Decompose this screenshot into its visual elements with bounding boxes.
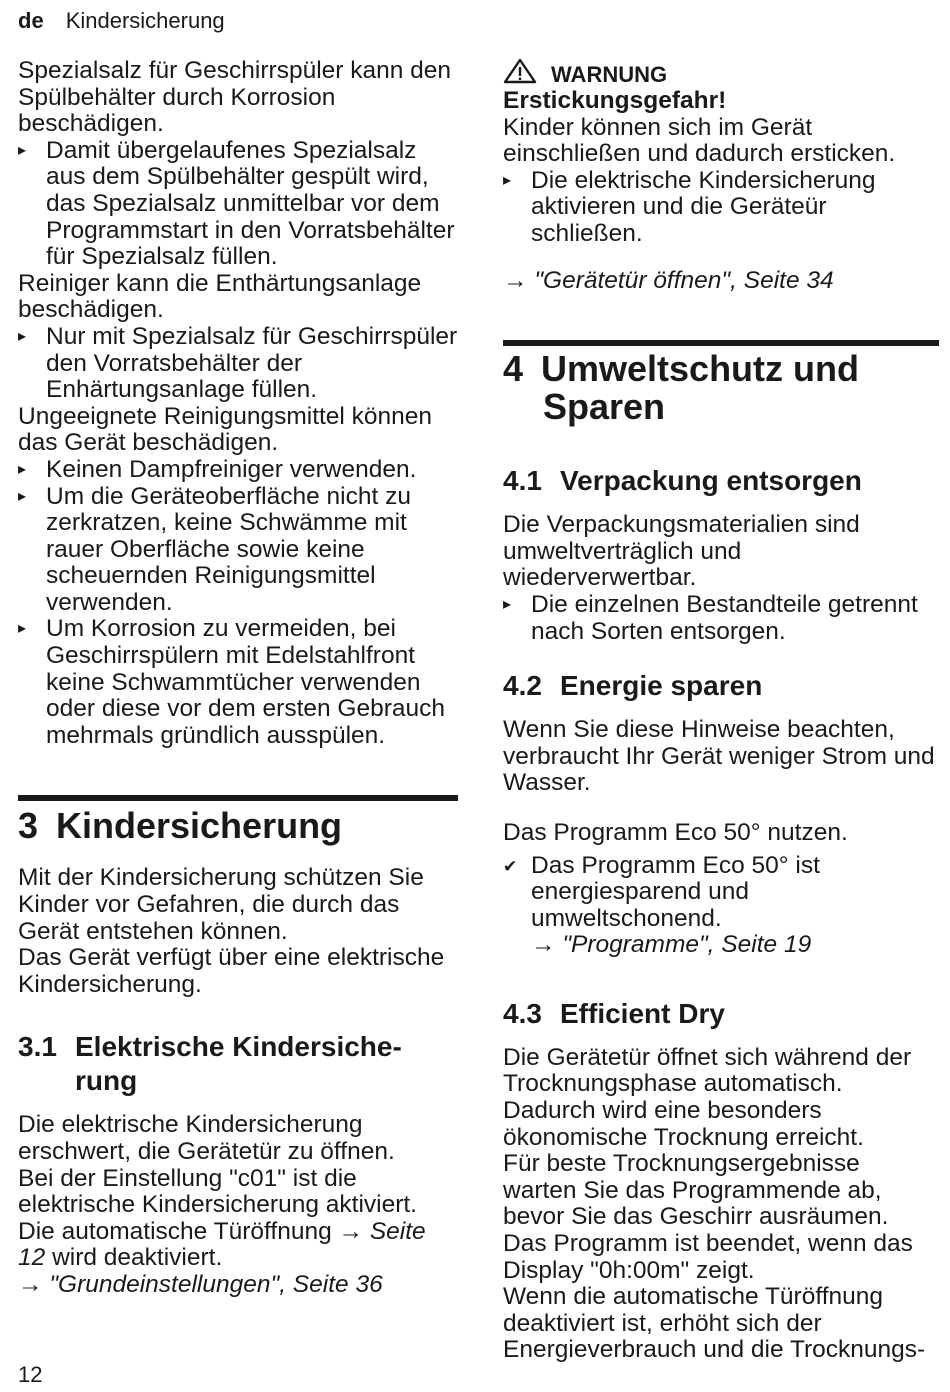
subsection-title: Verpackung entsorgen	[560, 465, 862, 497]
warning-header	[503, 58, 939, 88]
section-title-line1: Umweltschutz und	[541, 348, 860, 390]
paragraph: Die Verpackungsmaterialien sind umweltverträglich und wiederverwertbar.	[503, 511, 860, 592]
paragraph: Die elektrische Kindersicherung erschwert, die Gerätetür zu öffnen.	[18, 1111, 395, 1165]
section-title-line2: Sparen	[543, 386, 666, 428]
language-code: de	[18, 8, 44, 33]
warning-text: Kinder können sich im Gerät einschließen und dadurch ersticken.	[503, 113, 896, 168]
subsection-heading-3-1	[18, 1030, 458, 1098]
subsection-title-line2: rung	[75, 1065, 138, 1097]
cross-reference-link[interactable]	[503, 268, 939, 295]
page-number: 12	[18, 1362, 43, 1387]
arrow-icon: →	[503, 266, 528, 294]
cross-reference-text: Seite 12	[18, 1217, 426, 1272]
paragraph-text: wird deaktiviert.	[52, 1244, 223, 1272]
paragraph: Das Programm ist beendet, wenn das Display "0h:00m" zeigt.	[503, 1230, 913, 1284]
bullet-item: ▸ Damit übergelaufenes Spezialsalz aus dem Spülbehälter gespült wird, das Spezialsalz unmittelbar vor dem Programmstart in den Vorratsbehälter für Spezialsalz füllen.	[18, 138, 458, 271]
section-rule	[18, 795, 458, 801]
result-item	[503, 853, 939, 959]
paragraph: Wenn die automatische Türöffnung deaktiviert ist, erhöht sich der Energieverbrauch und die Trocknungs-	[503, 1283, 926, 1364]
bullet-item: ▸ Die einzelnen Bestandteile getrennt nach Sorten entsorgen.	[503, 592, 939, 645]
warning-triangle-icon	[503, 58, 537, 84]
header-section: Kindersicherung	[65, 8, 225, 33]
cross-reference-text: "Grundeinstellungen", Seite 36	[49, 1270, 383, 1298]
subsection-number: 4.3	[503, 997, 542, 1029]
paragraph: Ungeeignete Reinigungsmittel können das Gerät beschädigen.	[18, 402, 433, 457]
paragraph: Das Gerät verfügt über eine elektrische Kindersicherung.	[18, 944, 445, 998]
bullet-item: ▸ Die elektrische Kindersicherung aktivieren und die Geräteür schließen.	[503, 168, 939, 248]
paragraph: Reiniger kann die Enthärtungsanlage beschädigen.	[18, 269, 422, 324]
arrow-icon: →	[338, 1217, 364, 1245]
section-rule	[503, 340, 939, 346]
page-header	[18, 8, 225, 34]
left-column	[18, 58, 458, 1299]
cross-reference-text: "Programme", Seite 19	[562, 931, 812, 959]
cross-reference-link[interactable]	[18, 1272, 458, 1299]
section-title: Kindersicherung	[56, 805, 343, 847]
paragraph: Das Programm Eco 50° nutzen.	[503, 818, 848, 846]
subsection-heading-4-3	[503, 997, 939, 1031]
paragraph: Spezialsalz für Geschirrspüler kann den Spülbehälter durch Korrosion beschädigen.	[18, 57, 452, 138]
subsection-heading-4-2	[503, 669, 939, 703]
bullet-item: ▸ Nur mit Spezialsalz für Geschirrspüler den Vorratsbehälter der Enhärtungsanlage füllen.	[18, 324, 458, 404]
paragraph: Mit der Kindersicherung schützen Sie Kinder vor Gefahren, die durch das Gerät entstehen können.	[18, 864, 424, 945]
arrow-icon: →	[18, 1270, 43, 1298]
cross-reference-text: "Gerätetür öffnen", Seite 34	[534, 266, 834, 294]
subsection-title: Efficient Dry	[560, 997, 725, 1029]
section-heading-3	[18, 807, 458, 845]
subsection-number: 4.2	[503, 670, 542, 702]
paragraph: Für beste Trocknungsergebnisse warten Sie das Programmende ab, bevor Sie das Geschirr ausräumen.	[503, 1150, 889, 1231]
warning-label: WARNUNG	[551, 62, 668, 87]
bullet-item: ▸ Um die Geräteoberfläche nicht zu zerkratzen, keine Schwämme mit rauer Oberfläche sowie keine scheuernden Reinigungsmittel verwenden.	[18, 484, 458, 617]
arrow-icon: →	[531, 931, 556, 959]
paragraph: Wenn Sie diese Hinweise beachten, verbraucht Ihr Gerät weniger Strom und Wasser.	[503, 716, 935, 797]
right-column	[503, 58, 939, 1364]
subsection-number: 4.1	[503, 465, 542, 497]
paragraph	[18, 1166, 458, 1272]
warning-title: Erstickungsgefahr!	[503, 87, 727, 114]
section-heading-4	[503, 350, 939, 426]
bullet-item: ▸ Um Korrosion zu vermeiden, bei Geschirrspülern mit Edelstahlfront keine Schwammtücher verwenden oder diese vor dem ersten Gebrauch mehrmals gründlich ausspülen.	[18, 616, 458, 749]
paragraph: Die Gerätetür öffnet sich während der Trocknungsphase automatisch. Dadurch wird eine besonders ökonomische Trocknung erreicht.	[503, 1043, 912, 1151]
section-number: 4	[503, 348, 524, 390]
bullet-item: ▸ Keinen Dampfreiniger verwenden.	[18, 457, 458, 484]
subsection-title-line1: Elektrische Kindersiche-	[75, 1031, 402, 1063]
result-text: Das Programm Eco 50° ist energiesparend und umweltschonend.	[531, 851, 820, 932]
cross-reference-link[interactable]	[531, 931, 811, 958]
section-number: 3	[18, 805, 39, 847]
subsection-heading-4-1	[503, 464, 939, 498]
subsection-title: Energie sparen	[560, 670, 763, 702]
paragraph-text: Bei der Einstellung "c01" ist die elektrische Kindersicherung aktiviert. Die automatische Türöffnung	[18, 1164, 417, 1245]
subsection-number: 3.1	[18, 1031, 57, 1063]
